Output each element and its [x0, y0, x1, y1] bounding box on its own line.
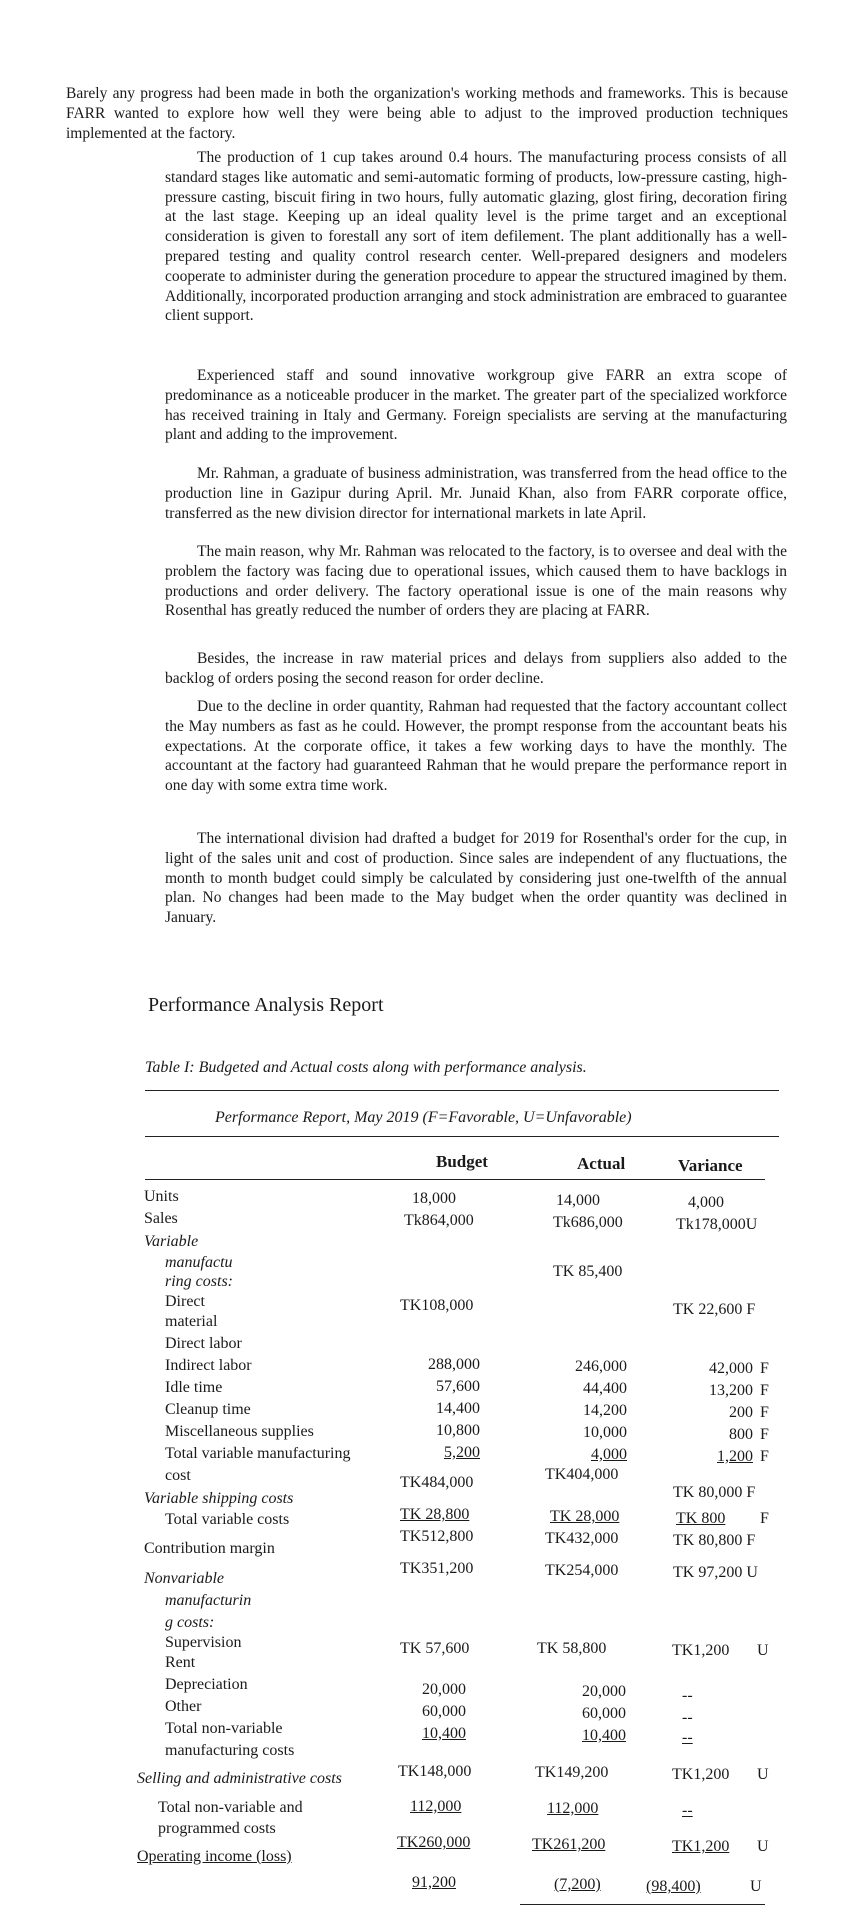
actual-cell: TK404,000: [545, 1466, 619, 1483]
table-row-label: Total variable manufacturing: [165, 1445, 351, 1462]
table-row-label: Nonvariable: [144, 1570, 224, 1587]
subtitle-rule: [145, 1136, 779, 1137]
actual-cell: TK 85,400: [553, 1263, 623, 1280]
column-header-variance: Variance: [678, 1156, 743, 1175]
budget-cell: 14,400: [436, 1400, 480, 1417]
column-header-actual: Actual: [577, 1154, 626, 1173]
actual-cell: 10,000: [583, 1424, 627, 1441]
header-rule: [145, 1179, 765, 1180]
paragraph-8: The international division had drafted a budget for 2019 for Rosenthal's order for the cup, in light of the sales unit and cost of production. Since sales are independent of any fluctuations, the month to month budget could simply be calculated by considering just one-twelfth of the annual plan. No changes had been made to the May budget when the order quantity was declined in January.: [165, 830, 787, 927]
budget-cell: 10,400: [422, 1725, 466, 1742]
actual-cell: 10,400: [582, 1727, 626, 1744]
variance-cell: TK1,200: [672, 1838, 730, 1855]
table-row-label: Operating income (loss): [137, 1848, 292, 1865]
budget-cell: TK260,000: [397, 1834, 471, 1851]
actual-cell: TK149,200: [535, 1764, 609, 1781]
table-row-label: Idle time: [165, 1379, 223, 1396]
actual-cell: TK 58,800: [537, 1640, 607, 1657]
variance-cell: TK1,200: [672, 1642, 730, 1659]
actual-cell: TK 28,000: [550, 1508, 620, 1525]
table-row-label: Rent: [165, 1654, 196, 1671]
actual-cell: TK254,000: [545, 1562, 619, 1579]
variance-cell: 200: [729, 1404, 753, 1421]
budget-cell: 112,000: [410, 1798, 462, 1815]
budget-cell: 18,000: [412, 1190, 456, 1207]
paragraph-4: Mr. Rahman, a graduate of business administration, was transferred from the head office to the production line in Gazipur during April. Mr. Junaid Khan, also from FARR corporate office, transferred as the new division director for international markets in late April.: [165, 465, 787, 522]
paragraph-3: Experienced staff and sound innovative workgroup give FARR an extra scope of predominance as a noticeable producer in the market. The greater part of the specialized workforce has received training in Italy and Germany. Foreign specialists are serving at the manufacturing plant and adding to the improvement.: [165, 367, 787, 444]
table-row-label: Contribution margin: [144, 1540, 275, 1557]
variance-flag: F: [760, 1448, 769, 1465]
actual-cell: 44,400: [583, 1380, 627, 1397]
budget-cell: 5,200: [444, 1444, 480, 1461]
table-row-label: Total non-variable and: [158, 1799, 303, 1816]
variance-flag: U: [757, 1766, 769, 1783]
budget-cell: TK484,000: [400, 1474, 474, 1491]
variance-cell: 800: [729, 1426, 753, 1443]
table-row-label: ring costs:: [165, 1273, 233, 1290]
budget-cell: 20,000: [422, 1681, 466, 1698]
budget-cell: 91,200: [412, 1874, 456, 1891]
variance-flag: F: [760, 1404, 769, 1421]
variance-cell: TK 800: [676, 1510, 726, 1527]
table-row-label: Other: [165, 1698, 202, 1715]
table-row-label: Direct labor: [165, 1335, 242, 1352]
paragraph-1: Barely any progress had been made in both the organization's working methods and frameworks. This is because FARR wanted to explore how well they were being able to adjust to the improved production techniques implemented at the factory.: [66, 85, 788, 142]
variance-flag: U: [757, 1838, 769, 1855]
paragraph-7: Due to the decline in order quantity, Rahman had requested that the factory accountant collect the May numbers as fast as he could. However, the prompt response from the accountant beats his expectations. At the corporate office, it takes a few working days to have the monthly. The accountant at the factory had guaranteed Rahman that he would prepare the performance report in one day with some extra time work.: [165, 698, 787, 795]
budget-cell: 57,600: [436, 1378, 480, 1395]
variance-cell: (98,400): [646, 1878, 701, 1895]
variance-cell: TK 22,600 F: [673, 1301, 756, 1318]
table-row-label: Indirect labor: [165, 1357, 252, 1374]
table-row-label: manufacturing costs: [165, 1742, 295, 1759]
report-heading: Performance Analysis Report: [148, 994, 384, 1016]
table-row-label: Units: [144, 1188, 179, 1205]
table-row-label: Depreciation: [165, 1676, 248, 1693]
table-row-label: manufacturin: [165, 1592, 252, 1609]
variance-flag: F: [760, 1426, 769, 1443]
actual-cell: 112,000: [547, 1800, 599, 1817]
variance-flag: F: [760, 1360, 769, 1377]
table-row-label: Direct: [165, 1293, 205, 1310]
variance-cell: --: [682, 1709, 693, 1726]
budget-cell: TK148,000: [398, 1763, 472, 1780]
table-row-label: g costs:: [165, 1614, 215, 1631]
actual-cell: (7,200): [554, 1876, 601, 1893]
table-row-label: manufactu: [165, 1254, 233, 1271]
actual-cell: 20,000: [582, 1683, 626, 1700]
variance-flag: F: [760, 1382, 769, 1399]
actual-cell: 14,000: [556, 1192, 600, 1209]
paragraph-6: Besides, the increase in raw material prices and delays from suppliers also added to the backlog of orders posing the second reason for order decline.: [165, 650, 787, 687]
actual-cell: 4,000: [591, 1446, 627, 1463]
variance-cell: TK 80,800 F: [673, 1532, 756, 1549]
variance-flag: U: [757, 1642, 769, 1659]
budget-cell: 288,000: [428, 1356, 480, 1373]
budget-cell: TK 57,600: [400, 1640, 470, 1657]
table-row-label: Supervision: [165, 1634, 242, 1651]
actual-cell: TK261,200: [532, 1836, 606, 1853]
variance-cell: --: [682, 1687, 693, 1704]
budget-cell: TK108,000: [400, 1297, 474, 1314]
table-row-label: Variable shipping costs: [144, 1490, 294, 1507]
budget-cell: Tk864,000: [404, 1212, 474, 1229]
paragraph-5: The main reason, why Mr. Rahman was relocated to the factory, is to oversee and deal with the problem the factory was facing due to operational issues, which caused them to have backlogs in productions and order delivery. The factory operational issue is one of the main reasons why Rosenthal has greatly reduced the number of orders they are placing at FARR.: [165, 543, 787, 620]
budget-cell: TK351,200: [400, 1560, 474, 1577]
budget-cell: TK512,800: [400, 1528, 474, 1545]
variance-cell: TK1,200: [672, 1766, 730, 1783]
variance-cell: TK 97,200 U: [673, 1564, 758, 1581]
table-row-label: Miscellaneous supplies: [165, 1423, 314, 1440]
table-row-label: Total non-variable: [165, 1720, 283, 1737]
table-row-label: Total variable costs: [165, 1511, 290, 1528]
variance-cell: 1,200: [717, 1448, 753, 1465]
variance-cell: --: [682, 1802, 693, 1819]
bottom-rule: [520, 1904, 765, 1905]
caption-rule: [145, 1090, 779, 1091]
variance-flag: U: [750, 1878, 762, 1895]
variance-cell: 42,000: [709, 1360, 753, 1377]
actual-cell: 14,200: [583, 1402, 627, 1419]
table-row-label: Cleanup time: [165, 1401, 251, 1418]
variance-cell: Tk178,000U: [676, 1216, 758, 1233]
table-row-label: material: [165, 1313, 218, 1330]
table-row-label: cost: [165, 1467, 191, 1484]
budget-cell: TK 28,800: [400, 1506, 470, 1523]
table-row-label: Sales: [144, 1210, 178, 1227]
actual-cell: Tk686,000: [553, 1214, 623, 1231]
actual-cell: 60,000: [582, 1705, 626, 1722]
table-row-label: programmed costs: [158, 1820, 276, 1837]
table-row-label: Variable: [144, 1233, 199, 1250]
table-row-label: Selling and administrative costs: [137, 1770, 342, 1787]
report-subtitle: Performance Report, May 2019 (F=Favorable, U=Unfavorable): [215, 1109, 632, 1126]
budget-cell: 10,800: [436, 1422, 480, 1439]
actual-cell: 246,000: [575, 1358, 627, 1375]
table-caption: Table I: Budgeted and Actual costs along with performance analysis.: [145, 1059, 587, 1076]
variance-flag: F: [760, 1510, 769, 1527]
paragraph-2: The production of 1 cup takes around 0.4 hours. The manufacturing process consists of all standard stages like automatic and semi-automatic forming of products, low-pressure casting, high-pressure casting, biscuit firing in two hours, fully automatic glazing, glost firing, decoration firing at the last stage. Keeping up an ideal quality level is the prime target and an exceptional consideration is given to forestall any sort of item defilement. The plant additionally has a well-prepared testing and quality control research center. Well-prepared designers and modelers cooperate to administer during the generation procedure to appear the structured imagined by them. Additionally, incorporated production arranging and stock administration are embraced to guarantee client support.: [165, 149, 787, 325]
actual-cell: TK432,000: [545, 1530, 619, 1547]
budget-cell: 60,000: [422, 1703, 466, 1720]
variance-cell: --: [682, 1729, 693, 1746]
column-header-budget: Budget: [436, 1152, 488, 1171]
variance-cell: 13,200: [709, 1382, 753, 1399]
variance-cell: TK 80,000 F: [673, 1484, 756, 1501]
variance-cell: 4,000: [688, 1194, 724, 1211]
